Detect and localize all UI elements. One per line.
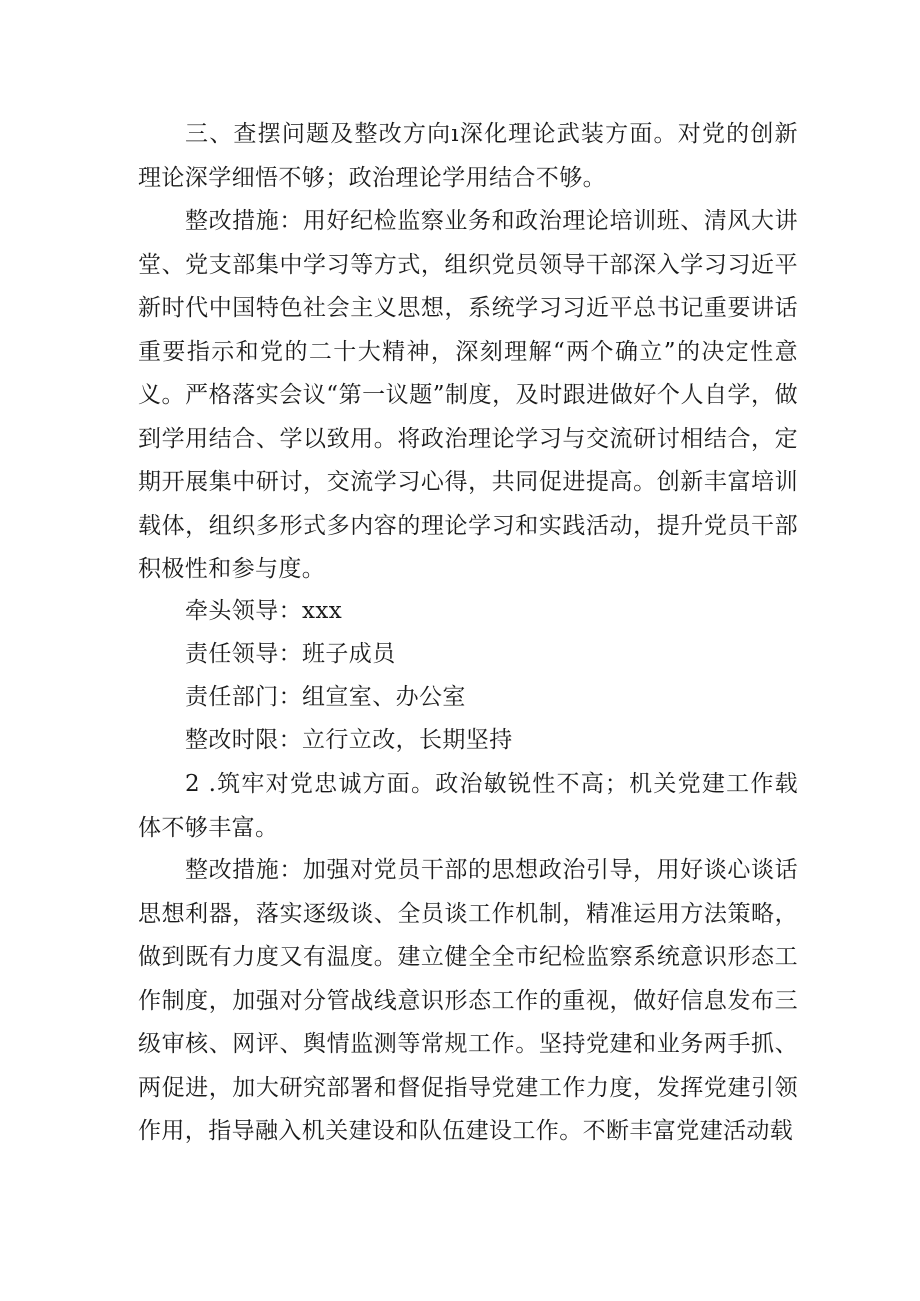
lead-leader-line: 牵头领导：xxx — [185, 598, 343, 624]
responsible-leader-line: 责任领导：班子成员 — [185, 641, 396, 667]
responsible-dept-line: 责任部门：组宣室、办公室 — [185, 684, 466, 710]
item-2-paragraph: 2 .筑牢对党忠诚方面。政治敏锐性不高；机关党建工作载体不够丰富。 — [138, 771, 798, 841]
measures-paragraph-1: 整改措施：用好纪检监察业务和政治理论培训班、清风大讲堂、党支部集中学习等方式，组织党员领导干部深入学习习近平新时代中国特色社会主义思想，系统学习习近平总书记重要讲话重要指示和党的二十大精神，深刻理解“两个确立”的决定性意义。严格落实会议“第一议题”制度，及时跟进做好个人自学，做到学用结合、学以致用。将政治理论学习与交流研讨相结合，定期开展集中研讨，交流学习心得，共同促进提高。创新丰富培训载体，组织多形式多内容的理论学习和实践活动，提升党员干部积极性和参与度。 — [138, 208, 798, 582]
section-heading-paragraph: 三、查摆问题及整改方向ı深化理论武装方面。对党的创新理论深学细悟不够；政治理论学用结合不够。 — [138, 121, 798, 191]
measures-paragraph-2: 整改措施：加强对党员干部的思想政治引导，用好谈心谈话思想利器，落实逐级谈、全员谈工作机制，精准运用方法策略，做到既有力度又有温度。建立健全全市纪检监察系统意识形态工作制度，加强对分管战线意识形态工作的重视，做好信息发布三级审核、网评、舆情监测等常规工作。坚持党建和业务两手抓、两促进，加大研究部署和督促指导党建工作力度，发挥党建引领作用，指导融入机关建设和队伍建设工作。不断丰富党建活动载 — [138, 857, 798, 1144]
deadline-line: 整改时限：立行立改，长期坚持 — [185, 727, 513, 753]
